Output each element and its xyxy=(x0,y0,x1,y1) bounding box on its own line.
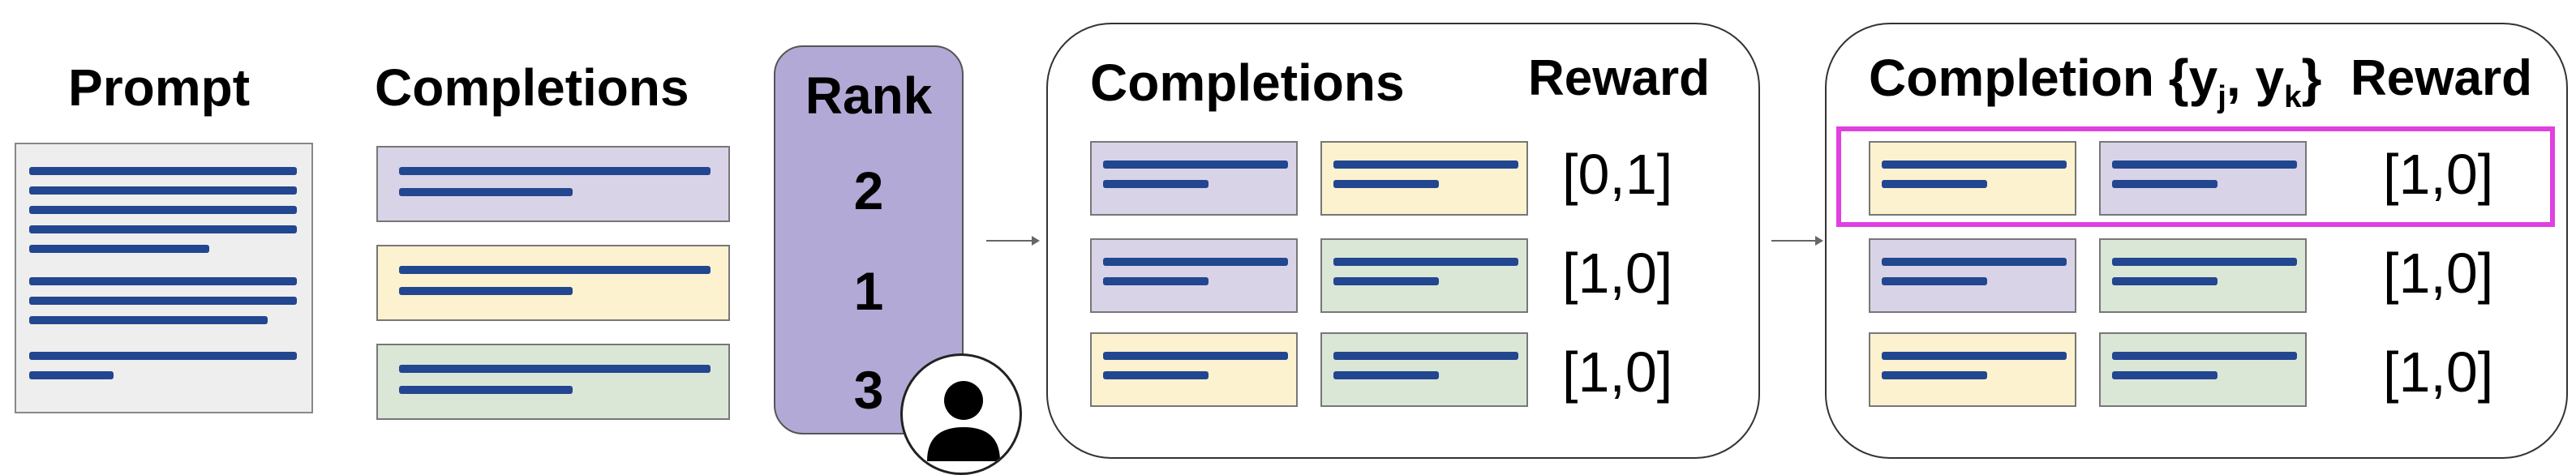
completion-card-purple xyxy=(376,146,730,222)
user-icon-glyph xyxy=(903,356,1022,475)
title-sub-j: j xyxy=(2218,79,2226,114)
text-line xyxy=(1882,352,2067,360)
rank-value: 3 xyxy=(853,360,884,420)
text-line xyxy=(399,167,711,175)
arrow-to-pairs xyxy=(986,240,1038,242)
final-card xyxy=(2099,141,2307,216)
text-line xyxy=(2112,371,2218,379)
text-line xyxy=(1333,352,1518,360)
text-line xyxy=(1333,258,1518,266)
arrow-to-final xyxy=(1771,240,1822,242)
final-card xyxy=(1869,332,2076,407)
prompt-document xyxy=(15,143,313,413)
completions-title: Completions xyxy=(375,58,689,117)
pair-reward: [1,0] xyxy=(1562,242,1673,305)
pair-card xyxy=(1320,332,1528,407)
rank-value: 2 xyxy=(853,160,884,220)
text-line xyxy=(1882,277,1987,285)
final-card xyxy=(2099,332,2307,407)
text-line xyxy=(29,245,209,253)
pair-reward: [0,1] xyxy=(1562,143,1673,206)
title-mid: , y xyxy=(2226,49,2285,107)
text-line xyxy=(2112,277,2218,285)
text-line xyxy=(2112,180,2218,188)
text-line xyxy=(1333,180,1439,188)
pair-card xyxy=(1320,141,1528,216)
text-line xyxy=(29,225,297,233)
text-line xyxy=(1103,371,1209,379)
text-line xyxy=(399,287,573,295)
text-line xyxy=(1882,371,1987,379)
pair-reward: [1,0] xyxy=(1562,340,1673,404)
final-reward: [1,0] xyxy=(2383,143,2494,206)
pair-card xyxy=(1090,141,1298,216)
text-line xyxy=(29,352,297,360)
text-line xyxy=(2112,352,2297,360)
text-line xyxy=(399,188,573,196)
text-line xyxy=(1103,180,1209,188)
prompt-title: Prompt xyxy=(68,58,250,117)
text-line xyxy=(399,386,573,394)
text-line xyxy=(1882,160,2067,169)
rank-value: 1 xyxy=(853,261,884,321)
text-line xyxy=(1882,258,2067,266)
title-prefix: Completion {y xyxy=(1869,49,2218,107)
text-line xyxy=(1103,277,1209,285)
pairs-reward-title: Reward xyxy=(1528,50,1710,106)
final-reward-title: Reward xyxy=(2351,50,2532,106)
text-line xyxy=(399,365,711,373)
text-line xyxy=(1103,160,1288,169)
text-line xyxy=(1333,160,1518,169)
text-line xyxy=(29,206,297,214)
text-line xyxy=(1103,258,1288,266)
text-line xyxy=(399,266,711,274)
completion-card-yellow xyxy=(376,245,730,321)
text-line xyxy=(29,371,114,379)
user-icon xyxy=(900,353,1022,475)
pair-card xyxy=(1090,332,1298,407)
final-reward: [1,0] xyxy=(2383,242,2494,305)
text-line xyxy=(29,277,297,285)
rank-title: Rank xyxy=(805,66,933,125)
title-sub-k: k xyxy=(2284,79,2302,114)
text-line xyxy=(1333,277,1439,285)
text-line xyxy=(1882,180,1987,188)
text-line xyxy=(29,316,268,324)
pair-card xyxy=(1320,238,1528,313)
pair-card xyxy=(1090,238,1298,313)
text-line xyxy=(2112,160,2297,169)
text-line xyxy=(2112,258,2297,266)
final-completion-title xyxy=(1869,49,2322,114)
final-card xyxy=(1869,238,2076,313)
text-line xyxy=(1103,352,1288,360)
text-line xyxy=(29,167,297,175)
text-line xyxy=(1333,371,1439,379)
text-line xyxy=(29,186,297,195)
text-line xyxy=(29,297,297,305)
completion-card-green xyxy=(376,344,730,420)
title-suffix: } xyxy=(2301,49,2322,107)
final-reward: [1,0] xyxy=(2383,340,2494,404)
final-card xyxy=(2099,238,2307,313)
pairs-completions-title: Completions xyxy=(1090,53,1405,112)
final-card xyxy=(1869,141,2076,216)
